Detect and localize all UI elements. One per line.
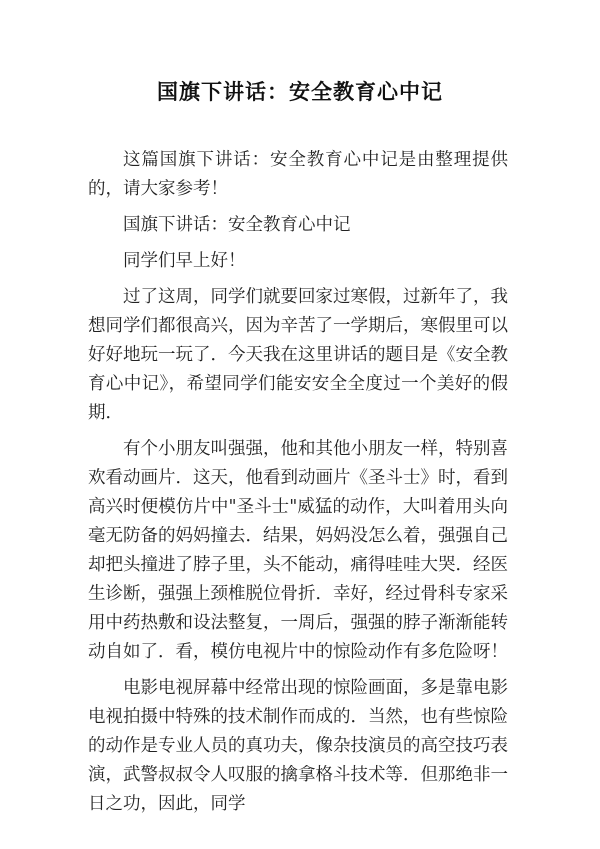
- body-paragraph: 过了这周，同学们就要回家过寒假，过新年了，我想同学们都很高兴，因为辛苦了一学期后，寒假里可以好好地玩一玩了．今天我在这里讲话的题目是《安全教育心中记》，希望同学们能安安全全度过一个美好的假期．: [88, 287, 508, 423]
- body-paragraph: 有个小朋友叫强强，他和其他小朋友一样，特别喜欢看动画片．这天，他看到动画片《圣斗士》时，看到高兴时便模仿片中"圣斗士"威猛的动作，大叫着用头向毫无防备的妈妈撞去．结果，妈妈没怎么着，强强自己却把头撞进了脖子里，头不能动，痛得哇哇大哭．经医生诊断，强强上颈椎脱位骨折．幸好，经过骨科专家采用中药热敷和设法整复，一周后，强强的脖子渐渐能转动自如了．看，模仿电视片中的惊险动作有多危险呀！: [88, 439, 508, 662]
- body-paragraph: 电影电视屏幕中经常出现的惊险画面，多是靠电影电视拍摄中特殊的技术制作而成的．当然，也有些惊险的动作是专业人员的真功夫，像杂技演员的高空技巧表演，武警叔叔令人叹服的擒拿格斗技术等．但那绝非一日之功，因此，同学: [88, 678, 508, 814]
- document-body: [88, 146, 508, 826]
- intro-paragraph: 这篇国旗下讲话：安全教育心中记是由整理提供的，请大家参考！: [88, 150, 508, 199]
- document-title: 国旗下讲话：安全教育心中记: [157, 80, 443, 104]
- subtitle-paragraph: 国旗下讲话：安全教育心中记: [123, 215, 351, 235]
- greeting-paragraph: 同学们早上好！: [123, 251, 246, 271]
